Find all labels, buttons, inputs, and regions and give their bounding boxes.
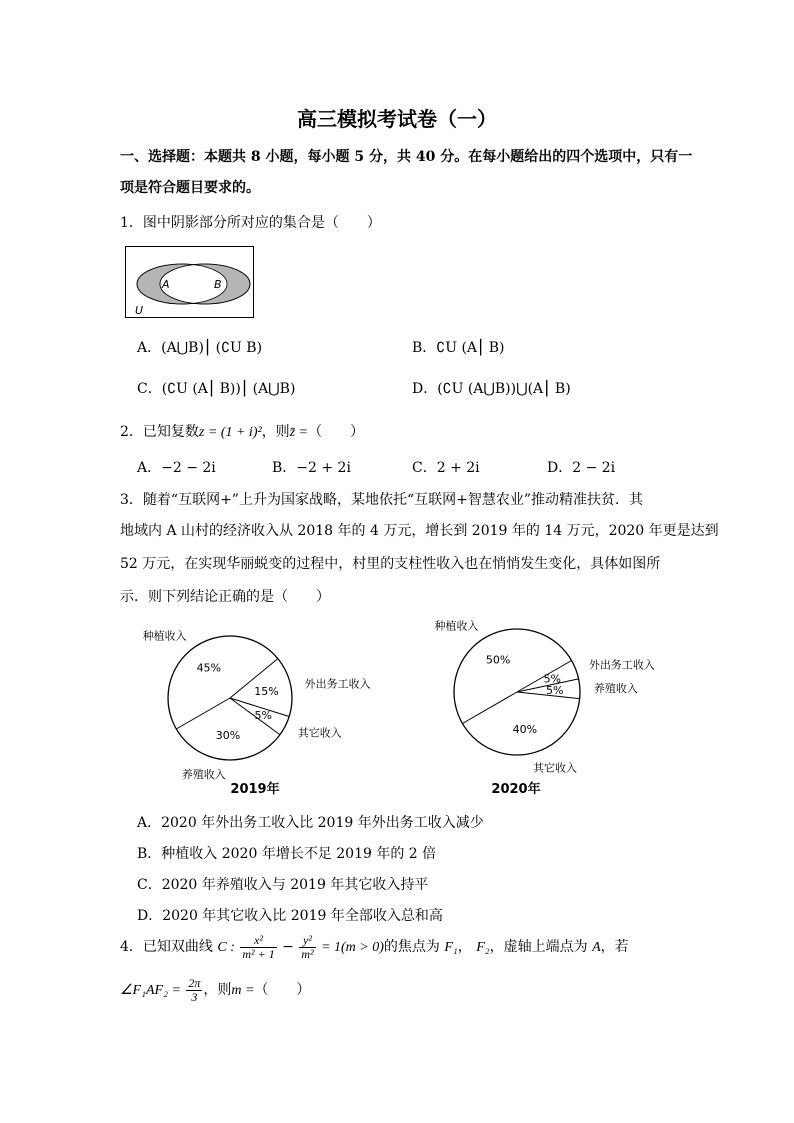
q2-option-c[interactable]: C．2 + 2i bbox=[412, 460, 480, 476]
pie-slice-category-label: 外出务工收入 bbox=[588, 658, 655, 672]
page-title: 高三模拟考试卷（一） bbox=[297, 107, 497, 131]
q4-end3: （ ） bbox=[254, 982, 311, 998]
q2-formula: z = (1 + i)² bbox=[198, 425, 262, 440]
q4-frac3-num: 2π bbox=[188, 975, 201, 990]
pie-chart-2020 bbox=[435, 620, 655, 774]
q3-option-d[interactable]: D．2020 年其它收入比 2019 年全部收入总和高 bbox=[137, 908, 443, 924]
section-heading-line2: 项是符合题目要求的。 bbox=[120, 180, 260, 196]
q4-frac2-den: m² bbox=[301, 946, 314, 961]
q2-option-b[interactable]: B．−2 + 2i bbox=[272, 460, 351, 476]
venn-diagram bbox=[125, 246, 257, 320]
q4-stem-line1 bbox=[120, 932, 629, 963]
pie-slice-value-label: 40% bbox=[512, 722, 538, 736]
q3-option-c[interactable]: C．2020 年养殖收入与 2019 年其它收入持平 bbox=[137, 877, 429, 893]
q1-option-c[interactable]: C．(∁U (A⎮ B))⎮ (A⋃B) bbox=[137, 381, 296, 397]
q4-comma: ， bbox=[457, 939, 472, 955]
q3-option-b[interactable]: B．种植收入 2020 年增长不足 2019 年的 2 倍 bbox=[137, 846, 437, 862]
q4-stem-line2 bbox=[120, 975, 310, 1006]
q4-equation-rhs: = 1(m > 0) bbox=[321, 940, 384, 955]
q4-end2: ，则 bbox=[203, 982, 232, 998]
q3-line-4: 示．则下列结论正确的是（ ） bbox=[120, 589, 330, 605]
pie-slice-value-label: 50% bbox=[485, 653, 511, 667]
q2-option-a[interactable]: A．−2 − 2i bbox=[137, 460, 216, 476]
q2-conjugate: z̄ = bbox=[289, 425, 309, 440]
q2-stem-suffix: （ ） bbox=[308, 424, 365, 440]
q4-minus: − bbox=[282, 939, 294, 955]
pie-slice-value-label: 15% bbox=[254, 684, 279, 698]
pie-slice-value-label: 5% bbox=[546, 684, 564, 698]
q1-option-d[interactable]: D．(∁U (A⋃B))⋃(A⎮ B) bbox=[412, 381, 571, 397]
pie-slice-category-label: 外出务工收入 bbox=[304, 677, 371, 691]
pie-chart-2019 bbox=[143, 629, 371, 781]
q4-angle: ∠F₁AF₂ = bbox=[120, 983, 181, 998]
q4-frac1-num: x² bbox=[240, 934, 276, 948]
pie-slice-category-label: 种植收入 bbox=[434, 620, 479, 633]
venn-label-a: A bbox=[162, 278, 170, 291]
q2-stem bbox=[120, 421, 364, 441]
q4-focus-2: F₂ bbox=[476, 940, 490, 955]
pie-caption-2020: 2020年 bbox=[491, 782, 541, 797]
pie-slice-category-label: 其它收入 bbox=[533, 761, 578, 775]
q2-stem-mid: ，则 bbox=[261, 424, 290, 440]
pie-slice-category-label: 养殖收入 bbox=[181, 767, 226, 781]
venn-label-b: B bbox=[214, 278, 222, 291]
pie-slice-value-label: 30% bbox=[215, 729, 241, 743]
q4-frac2-num: y² bbox=[299, 934, 315, 948]
q3-line-3: 52 万元，在实现华丽蜕变的过程中，村里的支柱性收入也在悄悄发生变化，具体如图所 bbox=[120, 556, 661, 572]
q4-mid2: ，虚轴上端点为 bbox=[489, 939, 588, 955]
pie-caption-2019: 2019年 bbox=[230, 782, 280, 797]
pie-slice-category-label: 其它收入 bbox=[297, 726, 342, 740]
q3-line-1: 3．随着“互联网+”上升为国家战略，某地依托“互联网+智慧农业”推动精准扶贫．其 bbox=[120, 492, 643, 508]
section-heading-line1: 一、选择题：本题共 8 小题，每小题 5 分，共 40 分。在每小题给出的四个选项中，只有一 bbox=[120, 149, 693, 165]
q2-stem-prefix: 2．已知复数 bbox=[120, 424, 199, 440]
q4-end1: ，若 bbox=[600, 939, 629, 955]
q4-m: m = bbox=[231, 983, 255, 998]
q4-frac3-den: 3 bbox=[191, 989, 198, 1004]
q4-curve-label: C : bbox=[217, 940, 235, 955]
pie-slice-value-label: 5% bbox=[254, 708, 272, 722]
q3-option-a[interactable]: A．2020 年外出务工收入比 2019 年外出务工收入减少 bbox=[137, 815, 484, 831]
pie-slice-category-label: 养殖收入 bbox=[593, 681, 638, 695]
q4-point-a: A bbox=[592, 940, 601, 955]
pie-slice-value-label: 45% bbox=[196, 661, 222, 675]
pie-charts bbox=[115, 620, 675, 800]
q4-mid: 的焦点为 bbox=[383, 939, 440, 955]
venn-label-u: U bbox=[135, 304, 144, 317]
q4-frac1-den: m² + 1 bbox=[242, 946, 275, 961]
q4-focus-1: F₁ bbox=[444, 940, 458, 955]
q4-fraction-1 bbox=[240, 934, 276, 961]
q1-option-b[interactable]: B．∁U (A⎮ B) bbox=[412, 340, 505, 356]
q3-line-2: 地域内 A 山村的经济收入从 2018 年的 4 万元，增长到 2019 年的 14 万元，2020 年更是达到 bbox=[120, 523, 719, 539]
pie-slice-category-label: 种植收入 bbox=[142, 629, 187, 643]
pie-slice-value-label: 5% bbox=[543, 672, 562, 686]
q4-fraction-3 bbox=[186, 977, 202, 1004]
q4-fraction-2 bbox=[299, 934, 315, 961]
q1-option-a[interactable]: A．(A⋃B)⎮ (∁U B) bbox=[137, 340, 263, 356]
q2-option-d[interactable]: D．2 − 2i bbox=[547, 460, 616, 476]
q4-prefix: 4．已知双曲线 bbox=[120, 939, 213, 955]
q1-stem: 1．图中阴影部分所对应的集合是（ ） bbox=[120, 215, 381, 231]
